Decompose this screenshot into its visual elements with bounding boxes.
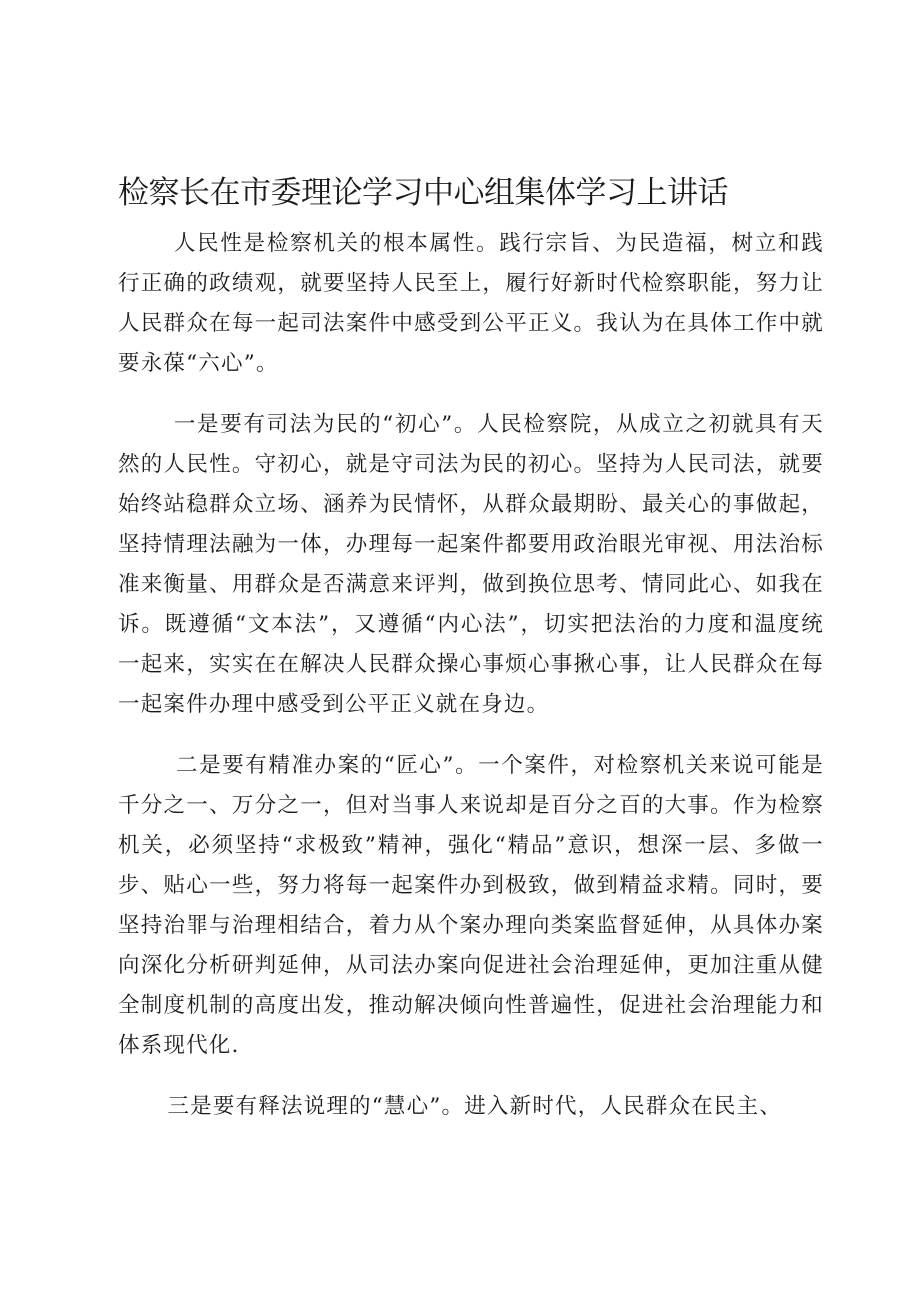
paragraph-first-heart: 一是要有司法为民的“初心”。人民检察院，从成立之初就具有天然的人民性。守初心，就是守司法为民的初心。坚持为人民司法，就要始终站稳群众立场、涵养为民情怀，从群众最期盼、最关心的事做起，坚持情理法融为一体，办理每一起案件都要用政治眼光审视、用法治标准来衡量、用群众是否满意来评判，做到换位思考、情同此心、如我在诉。既遵循“文本法”，又遵循“内心法”，切实把法治的力度和温度统一起来，实实在在解决人民群众操心事烦心事揪心事，让人民群众在每一起案件办理中感受到公平正义就在身边。 xyxy=(118,412,824,717)
document-title: 检察长在市委理论学习中心组集体学习上讲话 xyxy=(118,175,728,211)
document-page xyxy=(118,168,824,1127)
paragraph-third-heart: 三是要有释法说理的“慧心”。进入新时代，人民群众在民主、 xyxy=(167,1094,783,1119)
paragraph-intro: 人民性是检察机关的根本属性。践行宗旨、为民造福，树立和践行正确的政绩观，就要坚持人民至上，履行好新时代检察职能，努力让人民群众在每一起司法案件中感受到公平正义。我认为在具体工作中就要永葆“六心”。 xyxy=(118,231,824,376)
paragraph-second-heart: 二是要有精准办案的“匠心”。一个案件，对检察机关来说可能是千分之一、万分之一，但对当事人来说却是百分之百的大事。作为检察机关，必须坚持“求极致”精神，强化“精品”意识，想深一层、多做一步、贴心一些，努力将每一起案件办到极致，做到精益求精。同时，要坚持治罪与治理相结合，着力从个案办理向类案监督延伸，从具体办案向深化分析研判延伸，从司法办案向促进社会治理延伸，更加注重从健全制度机制的高度出发，推动解决倾向性普遍性，促进社会治理能力和体系现代化. xyxy=(118,753,824,1058)
